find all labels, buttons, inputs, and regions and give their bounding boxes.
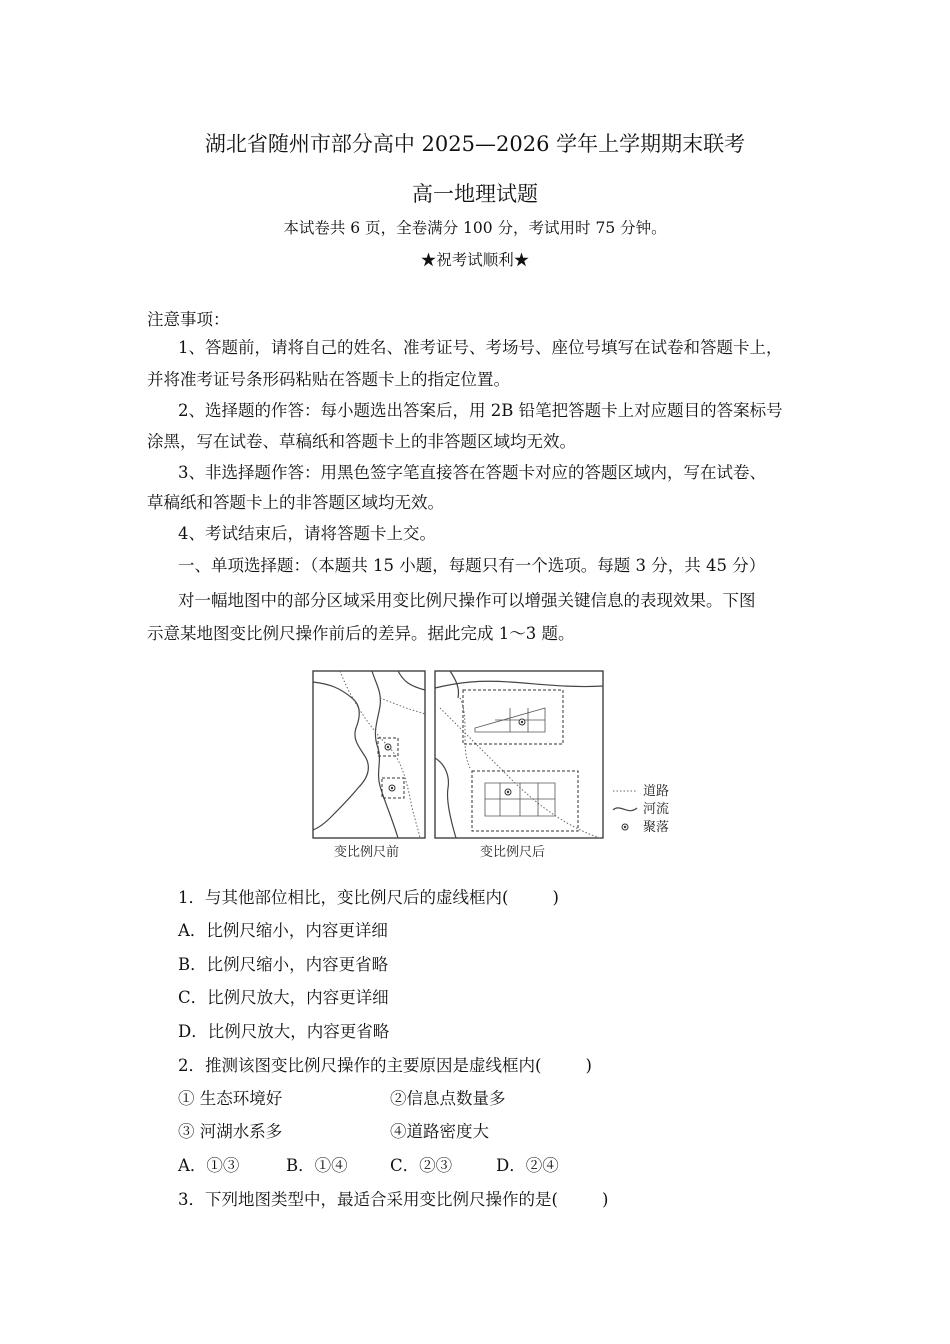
river-legend-icon bbox=[613, 808, 637, 811]
map-after-panel bbox=[435, 671, 603, 838]
question-2-item-1: ① 生态环境好 bbox=[178, 1089, 283, 1108]
exam-title: 湖北省随州市部分高中 2025—2026 学年上学期期末联考 bbox=[204, 132, 746, 156]
note-item-4: 4、考试结束后，请将答题卡上交。 bbox=[178, 524, 436, 543]
question-2-option-c: C．②③ bbox=[390, 1156, 453, 1175]
note-item-1-line-1: 1、答题前，请将自己的姓名、准考证号、考场号、座位号填写在试卷和答题卡上， bbox=[178, 338, 783, 357]
question-1-option-b: B．比例尺缩小，内容更省略 bbox=[178, 955, 389, 974]
question-2-option-a: A．①③ bbox=[178, 1156, 240, 1175]
exam-wish: ★祝考试顺利★ bbox=[420, 251, 530, 269]
note-item-2-line-1: 2、选择题的作答：每小题选出答案后，用 2B 铅笔把答题卡上对应题目的答案标号 bbox=[178, 401, 783, 420]
question-2-option-b: B．①④ bbox=[286, 1156, 348, 1175]
note-item-3-line-2: 草稿纸和答题卡上的非答题区域均无效。 bbox=[147, 493, 444, 512]
notes-heading: 注意事项： bbox=[147, 310, 230, 329]
note-item-1-line-2: 并将准考证号条形码粘贴在答题卡上的指定位置。 bbox=[147, 370, 510, 389]
question-2-item-3: ③ 河湖水系多 bbox=[178, 1122, 283, 1141]
map-before-panel bbox=[313, 671, 425, 838]
question-2-item-2: ②信息点数量多 bbox=[390, 1089, 506, 1108]
question-1-text: 1．与其他部位相比，变比例尺后的虚线框内( bbox=[178, 888, 509, 907]
question-2-stem bbox=[178, 1052, 592, 1076]
exam-info: 本试卷共 6 页，全卷满分 100 分，考试用时 75 分钟。 bbox=[283, 219, 667, 237]
section-intro-line-2: 示意某地图变比例尺操作前后的差异。据此完成 1～3 题。 bbox=[147, 624, 575, 643]
question-3-close: ) bbox=[601, 1190, 609, 1209]
note-item-3-line-1: 3、非选择题作答：用黑色签字笔直接答在答题卡对应的答题区域内，写在试卷、 bbox=[178, 463, 766, 482]
question-1-close: ) bbox=[552, 888, 559, 907]
caption-after: 变比例尺后 bbox=[480, 845, 546, 860]
question-2-text: 2．推测该图变比例尺操作的主要原因是虚线框内( bbox=[178, 1056, 542, 1075]
caption-before: 变比例尺前 bbox=[334, 845, 400, 860]
section-heading: 一、单项选择题：（本题共 15 小题，每题只有一个选项。每题 3 分，共 45 分） bbox=[178, 556, 766, 575]
question-2-option-d: D．②④ bbox=[496, 1156, 559, 1175]
question-1-option-c: C．比例尺放大，内容更详细 bbox=[178, 988, 389, 1007]
question-3-stem bbox=[178, 1186, 608, 1210]
question-1-option-a: A．比例尺缩小，内容更详细 bbox=[178, 921, 388, 940]
legend-river: 河流 bbox=[643, 802, 670, 817]
note-item-2-line-2: 涂黑，写在试卷、草稿纸和答题卡上的非答题区域均无效。 bbox=[147, 432, 576, 451]
section-intro-line-1: 对一幅地图中的部分区域采用变比例尺操作可以增强关键信息的表现效果。下图 bbox=[178, 591, 756, 610]
map-figure bbox=[310, 668, 690, 868]
question-1-stem bbox=[178, 884, 559, 908]
legend-settlement: 聚落 bbox=[643, 820, 670, 835]
question-2-close: ) bbox=[585, 1056, 592, 1075]
exam-subtitle: 高一地理试题 bbox=[412, 182, 538, 206]
legend-road: 道路 bbox=[643, 784, 670, 799]
question-1-option-d: D．比例尺放大，内容更省略 bbox=[178, 1022, 390, 1041]
question-3-text: 3．下列地图类型中，最适合采用变比例尺操作的是( bbox=[178, 1190, 558, 1209]
question-2-item-4: ④道路密度大 bbox=[390, 1122, 489, 1141]
map-legend bbox=[613, 784, 669, 835]
